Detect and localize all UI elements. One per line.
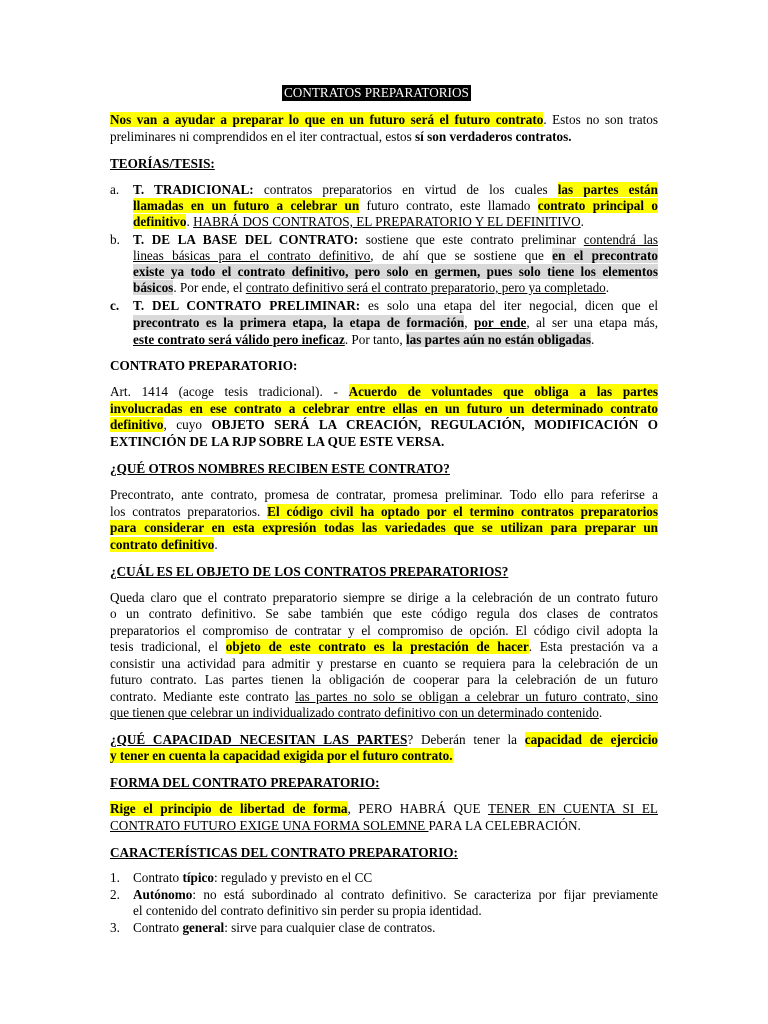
text-run: . Esta prestación va a (528, 639, 658, 654)
text-run: contrato principal o (537, 198, 658, 213)
text-run: . Estos no son tratos (543, 112, 659, 127)
text-run: : regulado y previsto en el CC (213, 870, 373, 885)
text-run: general (182, 920, 225, 935)
theory-a-line-2 (133, 197, 658, 214)
caracteristica-2 (133, 886, 658, 903)
caracteristicas-heading: CARACTERÍSTICAS DEL CONTRATO PREPARATORIO: (110, 845, 458, 860)
text-run: por ende (473, 315, 527, 330)
text-run: y tener en cuenta la capacidad exigida por el futuro contrato. (110, 748, 453, 763)
caracteristica-1-marker: 1. (110, 870, 120, 885)
preparatorio-heading: CONTRATO PREPARATORIO: (110, 358, 298, 373)
text-run: . Por tanto, (344, 332, 406, 347)
text-run: definitivo (133, 214, 187, 229)
text-run: para considerar en esta expresión todas las variedades que se utilizan para preparar un (110, 520, 658, 535)
text-run: capacidad de ejercicio (524, 732, 658, 747)
nombres-line-4 (110, 536, 658, 553)
text-run: existe ya todo el contrato definitivo, pero solo en germen, pues solo tiene los elementos (133, 264, 658, 279)
nombres-heading: ¿QUÉ OTROS NOMBRES RECIBEN ESTE CONTRATO? (110, 461, 450, 476)
text-run: sostiene que este contrato preliminar (358, 232, 584, 247)
caracteristica-3 (133, 919, 658, 936)
text-run: . (214, 537, 218, 552)
text-run: Art. 1414 (acoge tesis tradicional). - (110, 384, 349, 399)
objeto-heading: ¿CUÁL ES EL OBJETO DE LOS CONTRATOS PREPARATORIOS? (110, 564, 509, 579)
theory-c-marker: c. (110, 298, 120, 313)
text-run: lineas básicas para el contrato definitivo (133, 248, 371, 263)
text-run: T. DE LA BASE DEL CONTRATO: (133, 232, 359, 247)
text-run: OBJETO SERÁ LA CREACIÓN, REGULACIÓN, MODIFICACIÓN O (211, 417, 658, 432)
text-run: Contrato (133, 870, 183, 885)
text-run: . (186, 214, 194, 229)
theory-b-line-1 (133, 231, 658, 248)
text-run: llamadas en un futuro a celebrar un (133, 198, 360, 213)
preparatorio-line-4: EXTINCIÓN DE LA RJP SOBRE LA QUE ESTE VERSA. (110, 434, 445, 449)
objeto-line-7 (110, 688, 658, 705)
nombres-line-1: Precontrato, ante contrato, promesa de contratar, promesa preliminar. Todo ello para referirse a (110, 487, 658, 502)
objeto-line-1: Queda claro que el contrato preparatorio siempre se dirige a la celebración de un contrato futuro (110, 590, 658, 605)
objeto-line-6: futuro contrato. Las partes tienen la obligación de cooperar para la celebración de un futuro (110, 672, 658, 687)
text-run: , PERO HABRÁ QUE (347, 801, 488, 816)
text-run: contendrá las (583, 232, 658, 247)
text-run: es solo una etapa del iter negocial, dicen que el (360, 298, 659, 313)
text-run: ? Deberán tener la (407, 732, 525, 747)
caracteristica-1 (133, 869, 658, 886)
text-run: : no está subordinado al contrato definitivo. Se caracteriza por fijar previamente (192, 887, 658, 902)
text-run: tesis tradicional, el (110, 639, 226, 654)
text-run: . Por ende, el (173, 280, 246, 295)
caracteristica-2-line-2: el contenido del contrato definitivo sin perder su propia identidad. (133, 903, 482, 918)
text-run: que tienen que celebrar un individualizado contrato definitivo con un determinado contenido (110, 705, 599, 720)
text-run: El código civil ha optado por el termino contratos preparatorios (267, 504, 658, 519)
objeto-line-8 (110, 704, 658, 721)
forma-line-2 (110, 817, 658, 834)
caracteristica-3-marker: 3. (110, 920, 120, 935)
objeto-line-5: consistir una actividad para admitir y prestarse en cuanto se requiera para la celebración de un (110, 656, 658, 671)
text-run: precontrato es la primera etapa, la etapa de formación (133, 315, 465, 330)
nombres-line-2 (110, 503, 658, 520)
text-run: Acuerdo de voluntades que obliga a las partes (348, 384, 658, 399)
theory-b-line-3 (133, 263, 658, 280)
forma-heading: FORMA DEL CONTRATO PREPARATORIO: (110, 775, 380, 790)
text-run: , al ser una etapa más, (526, 315, 659, 330)
theory-b-marker: b. (110, 232, 120, 247)
text-run: , (464, 315, 474, 330)
text-run: T. TRADICIONAL: (133, 182, 254, 197)
text-run: : sirve para cualquier clase de contratos. (224, 920, 436, 935)
text-run: en el precontrato (552, 248, 658, 263)
text-run: Rige el principio de libertad de forma (110, 801, 348, 816)
text-run: Nos van a ayudar a preparar lo que en un futuro será el futuro contrato (110, 112, 544, 127)
objeto-line-2: o un contrato definitivo. Se sabe también que este código regula dos clases de contratos (110, 606, 658, 621)
text-run: . (598, 705, 603, 720)
text-run: las partes no solo se obligan a celebrar un futuro contrato, sino (295, 689, 658, 704)
preparatorio-line-3 (110, 416, 658, 433)
text-run: , de ahí que se sostiene que (370, 248, 553, 263)
text-run: PARA LA CELEBRACIÓN. (428, 818, 581, 833)
text-run: HABRÁ DOS CONTRATOS, EL PREPARATORIO Y EL DEFINITIVO (193, 214, 581, 229)
text-run: involucradas en ese contrato a celebrar entre ellas en un futuro un determinado contrato (110, 401, 658, 416)
text-run: contrato definitivo (110, 537, 215, 552)
theory-b-line-2 (133, 247, 658, 264)
text-run: . (580, 214, 584, 229)
text-run: sí son verdaderos contratos. (415, 129, 572, 144)
capacidad-line-2 (110, 747, 658, 764)
page-title: CONTRATOS PREPARATORIOS (284, 85, 469, 100)
text-run: TENER EN CUENTA SI EL (487, 801, 658, 816)
preparatorio-line-2 (110, 400, 658, 417)
text-run: contrato. Mediante este contrato (110, 689, 296, 704)
text-run: contratos preparatorios en virtud de los cuales (253, 182, 558, 197)
text-run: Autónomo (133, 887, 193, 902)
theory-c-line-3 (133, 331, 658, 348)
theory-a-marker: a. (110, 182, 120, 197)
theory-c-line-2 (133, 314, 658, 331)
text-run: definitivo (110, 417, 164, 432)
text-run: T. DEL CONTRATO PRELIMINAR: (133, 298, 361, 313)
text-run: este contrato será válido pero ineficaz (133, 332, 345, 347)
theory-a-line-3 (133, 213, 658, 230)
nombres-line-3 (110, 519, 658, 536)
text-run: las partes aún no están obligadas (406, 332, 592, 347)
intro-line-2 (110, 128, 658, 145)
intro-line-1 (110, 111, 658, 128)
theory-b-line-4 (133, 279, 658, 296)
text-run: . (605, 280, 610, 295)
text-run: ¿QUÉ CAPACIDAD NECESITAN LAS PARTES (110, 732, 408, 747)
forma-line-1 (110, 800, 658, 817)
objeto-line-4 (110, 638, 658, 655)
capacidad-line-1 (110, 731, 658, 748)
text-run: . (591, 332, 595, 347)
text-run: , cuyo (163, 417, 212, 432)
text-run: CONTRATO FUTURO EXIGE UNA FORMA SOLEMNE (110, 818, 429, 833)
theory-a-line-1 (133, 181, 658, 198)
text-run: Contrato (133, 920, 183, 935)
theory-c-line-1 (133, 297, 658, 314)
theories-heading: TEORÍAS/TESIS: (110, 156, 215, 171)
objeto-line-3: preparatorios el compromiso de contratar y el compromiso de opción. El código civil adopta la (110, 623, 658, 638)
text-run: preliminares ni comprendidos en el iter contractual, estos (110, 129, 416, 144)
caracteristica-2-marker: 2. (110, 887, 120, 902)
text-run: los contratos preparatorios. (110, 504, 268, 519)
preparatorio-line-1 (110, 383, 658, 400)
text-run: contrato definitivo será el contrato preparatorio, pero ya completado (245, 280, 606, 295)
text-run: futuro contrato, este llamado (359, 198, 538, 213)
text-run: las partes están (557, 182, 658, 197)
text-run: básicos (133, 280, 174, 295)
text-run: típico (182, 870, 214, 885)
text-run: objeto de este contrato es la prestación de hacer (225, 639, 529, 654)
